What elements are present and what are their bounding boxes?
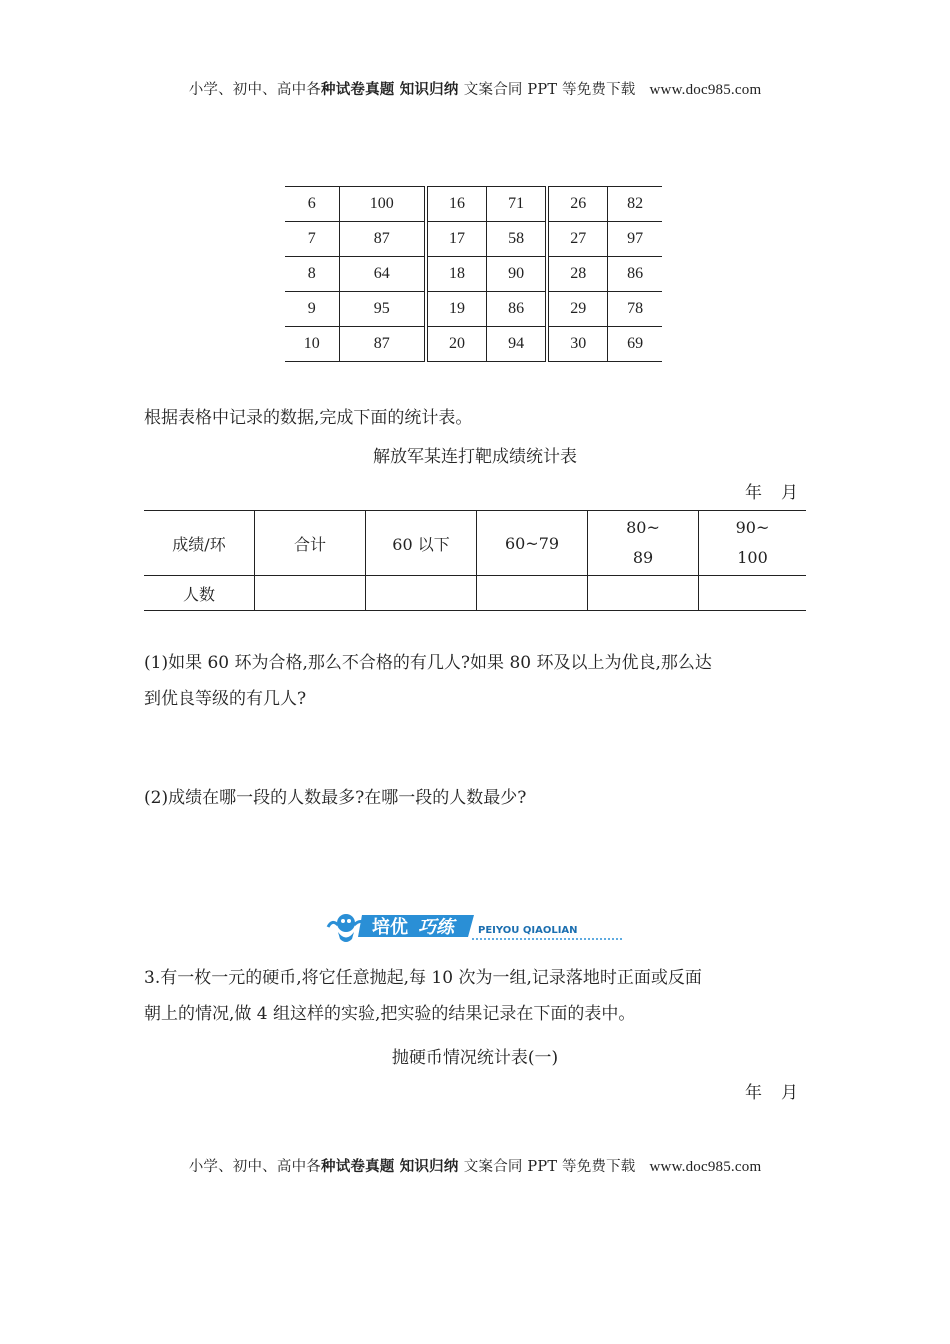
soldier-number-cell: 18	[426, 257, 487, 292]
score-cell: 86	[608, 257, 662, 292]
count-90-100-cell[interactable]	[699, 576, 807, 611]
soldier-number-cell: 30	[547, 327, 608, 362]
page-header	[0, 78, 950, 99]
score-cell: 97	[608, 222, 662, 257]
problem-3-line1: 3.有一枚一元的硬币,将它任意抛起,每 10 次为一组,记录落地时正面或反面	[144, 968, 702, 988]
question-2: (2)成绩在哪一段的人数最多?在哪一段的人数最少?	[144, 788, 527, 808]
count-below60-cell[interactable]	[366, 576, 477, 611]
score-cell: 90	[487, 257, 548, 292]
header-90-100-line1: 90~	[735, 518, 770, 537]
header-text-1: 小学、初中、高中各	[188, 82, 321, 98]
footer-text-1: 小学、初中、高中各	[188, 1159, 321, 1175]
soldier-number-cell: 29	[547, 292, 608, 327]
count-60-79-cell[interactable]	[477, 576, 588, 611]
score-cell: 82	[608, 187, 662, 222]
score-cell: 94	[487, 327, 548, 362]
soldier-number-cell: 9	[285, 292, 339, 327]
header-text-3: 知识归纳	[394, 81, 464, 98]
score-cell: 69	[608, 327, 662, 362]
header-80-89-line2: 89	[632, 548, 654, 567]
problem-3	[144, 960, 809, 1032]
score-cell: 78	[608, 292, 662, 327]
count-total-cell[interactable]	[255, 576, 366, 611]
header-90-100	[699, 511, 807, 576]
score-cell: 64	[339, 257, 426, 292]
question-1	[144, 645, 809, 717]
coin-table-date: 年 月	[745, 1083, 799, 1103]
header-80-89	[588, 511, 699, 576]
footer-text-4: 文案合同 PPT 等免费下载	[463, 1159, 636, 1175]
row-label-count: 人数	[144, 576, 255, 611]
coin-table-title: 抛硬币情况统计表(一)	[391, 1048, 559, 1068]
score-table	[285, 186, 662, 362]
header-total: 合计	[255, 511, 366, 576]
stat-table	[144, 510, 806, 611]
question-1-line1: (1)如果 60 环为合格,那么不合格的有几人?如果 80 环及以上为优良,那么达	[144, 653, 712, 673]
stat-table-date: 年 月	[745, 483, 799, 503]
header-90-100-line2: 100	[737, 548, 768, 567]
banner-title: 培优	[372, 917, 408, 938]
soldier-number-cell: 6	[285, 187, 339, 222]
soldier-number-cell: 16	[426, 187, 487, 222]
score-table-row	[285, 327, 662, 362]
soldier-number-cell: 17	[426, 222, 487, 257]
instruction-text: 根据表格中记录的数据,完成下面的统计表。	[144, 408, 473, 428]
banner-title-2: 巧练	[418, 917, 454, 938]
problem-3-line2: 朝上的情况,做 4 组这样的实验,把实验的结果记录在下面的表中。	[144, 1004, 636, 1024]
header-score: 成绩/环	[144, 511, 255, 576]
score-cell: 71	[487, 187, 548, 222]
footer-text-2: 种试卷真题	[321, 1158, 395, 1175]
soldier-number-cell: 27	[547, 222, 608, 257]
soldier-number-cell: 19	[426, 292, 487, 327]
score-cell: 95	[339, 292, 426, 327]
score-cell: 87	[339, 222, 426, 257]
score-table-row	[285, 187, 662, 222]
soldier-number-cell: 8	[285, 257, 339, 292]
soldier-number-cell: 7	[285, 222, 339, 257]
question-1-line2: 到优良等级的有几人?	[144, 689, 307, 709]
score-cell: 87	[339, 327, 426, 362]
header-text-4: 文案合同 PPT 等免费下载	[463, 82, 636, 98]
count-80-89-cell[interactable]	[588, 576, 699, 611]
score-cell: 86	[487, 292, 548, 327]
header-below60: 60 以下	[366, 511, 477, 576]
score-table-row	[285, 292, 662, 327]
peiyou-qiaolian-banner	[322, 905, 627, 945]
stat-table-title: 解放军某连打靶成绩统计表	[373, 447, 577, 467]
footer-text-3: 知识归纳	[394, 1158, 464, 1175]
score-table-row	[285, 257, 662, 292]
score-table-row	[285, 222, 662, 257]
soldier-number-cell: 10	[285, 327, 339, 362]
page-footer	[0, 1155, 950, 1176]
soldier-number-cell: 20	[426, 327, 487, 362]
score-cell: 100	[339, 187, 426, 222]
footer-url[interactable]: www.doc985.com	[649, 1159, 762, 1175]
header-text-2: 种试卷真题	[321, 81, 395, 98]
header-60-79: 60~79	[477, 511, 588, 576]
header-url[interactable]: www.doc985.com	[649, 82, 762, 98]
score-cell: 58	[487, 222, 548, 257]
soldier-number-cell: 28	[547, 257, 608, 292]
banner-subtitle: PEIYOU QIAOLIAN	[478, 925, 578, 936]
header-80-89-line1: 80~	[626, 518, 660, 537]
soldier-number-cell: 26	[547, 187, 608, 222]
